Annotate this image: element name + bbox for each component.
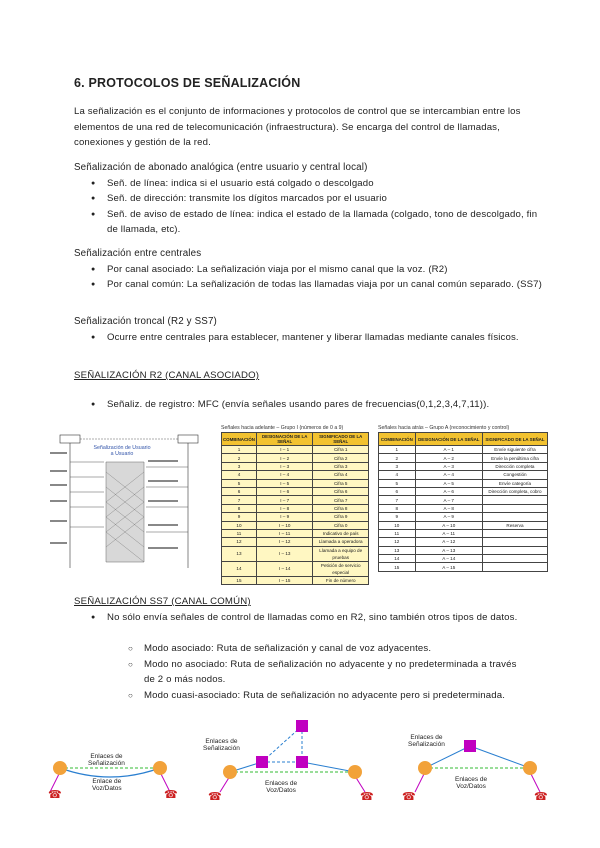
table-cell	[482, 563, 547, 571]
table-cell: Cifra 1	[313, 446, 369, 454]
table-cell: Envíe categoría	[482, 479, 547, 487]
table-cell: Cifra 9	[313, 513, 369, 521]
label-line: Señalización	[88, 760, 125, 767]
table-header: COMBINACIÓN	[379, 433, 416, 446]
table-header: SIGNIFICADO DE LA SEÑAL	[313, 433, 369, 446]
table-cell: 1	[379, 446, 416, 454]
table-cell: I – 12	[256, 538, 312, 546]
table-row	[222, 462, 369, 470]
table-cell: I – 6	[256, 487, 312, 495]
label-line: Voz/Datos	[456, 783, 486, 790]
table-row	[379, 521, 548, 529]
table-cell	[482, 513, 547, 521]
list-item: ● Señ. de aviso de estado de línea: indica el estado de la llamada (colgado, tono de descolgado, fin de llamada, etc).	[91, 207, 544, 238]
table-cell: Indicativo de país	[313, 529, 369, 537]
table-cell: Cifra 5	[313, 479, 369, 487]
table-row	[379, 504, 548, 512]
section-centrales	[74, 246, 544, 293]
table-cell: 1	[222, 446, 257, 454]
table-cell: Cifra 4	[313, 471, 369, 479]
table-cell: 6	[379, 487, 416, 495]
table-cell: I – 15	[256, 576, 312, 584]
section-troncal	[74, 314, 544, 345]
table-cell: Cifra 3	[313, 462, 369, 470]
table-row	[222, 479, 369, 487]
table-row	[222, 471, 369, 479]
table-cell: I – 2	[256, 454, 312, 462]
table-row	[379, 546, 548, 554]
switch-node	[153, 761, 167, 775]
table-cell: 13	[379, 546, 416, 554]
label-line: Voz/Datos	[266, 787, 296, 794]
switch-node	[223, 765, 237, 779]
table-cell: 9	[222, 513, 257, 521]
table-cell: 11	[222, 529, 257, 537]
phone-icon: ☎	[164, 789, 178, 801]
table-cell: 8	[379, 504, 416, 512]
label-line: Enlaces de	[410, 734, 443, 741]
table-header: DESIGNACIÓN DE LA SEÑAL	[256, 433, 312, 446]
page-title: 6. PROTOCOLOS DE SEÑALIZACIÓN	[74, 76, 301, 90]
stp-node	[256, 756, 268, 768]
table-row	[222, 576, 369, 584]
table-row	[379, 555, 548, 563]
troncal-heading: Señalización troncal (R2 y SS7)	[74, 316, 217, 327]
table-cell: A – 9	[415, 513, 482, 521]
table-row	[222, 538, 369, 546]
table-cell: 8	[222, 504, 257, 512]
label-line: Enlace de	[92, 778, 122, 785]
table-header-row	[222, 433, 369, 446]
label-line: Enlaces de	[455, 776, 488, 783]
table-cell: Dirección completa, cobro	[482, 487, 547, 495]
centrales-list	[91, 262, 544, 293]
table-row	[379, 538, 548, 546]
signaling-links-label-2	[203, 738, 240, 752]
table-cell: I – 8	[256, 504, 312, 512]
table-cell	[482, 496, 547, 504]
label-line: Enlaces de	[265, 780, 298, 787]
table-header: COMBINACIÓN	[222, 433, 257, 446]
table-cell: 5	[379, 479, 416, 487]
table-cell: Cifra 0	[313, 521, 369, 529]
table-cell: 7	[379, 496, 416, 504]
list-item: ● No sólo envía señales de control de llamadas como en R2, sino también otros tipos de datos.	[91, 610, 531, 626]
switch-node	[53, 761, 67, 775]
table-cell: 5	[222, 479, 257, 487]
table-cell: I – 7	[256, 496, 312, 504]
table-cell: I – 10	[256, 521, 312, 529]
table-row	[379, 446, 548, 454]
phone-icon: ☎	[360, 791, 374, 803]
table-cell: 10	[379, 521, 416, 529]
stp-node	[296, 720, 308, 732]
table-cell: I – 3	[256, 462, 312, 470]
table-cell: 4	[222, 471, 257, 479]
table-cell: Reserva	[482, 521, 547, 529]
list-item: ○ Modo cuasi-asociado: Ruta de señalización no adyacente pero si predeterminada.	[128, 688, 528, 704]
table-cell: Fin de número	[313, 576, 369, 584]
table-cell: A – 3	[415, 462, 482, 470]
table-cell: 4	[379, 471, 416, 479]
list-item: ● Ocurre entre centrales para establecer, mantener y liberar llamadas mediante canales físicos.	[91, 330, 544, 346]
switch-node	[523, 761, 537, 775]
mfc-forward-table	[221, 425, 369, 583]
table-cell	[482, 555, 547, 563]
table-row	[222, 546, 369, 561]
table-cell: A – 11	[415, 529, 482, 537]
table-cell: I – 1	[256, 446, 312, 454]
table-cell: I – 4	[256, 471, 312, 479]
signaling-links-label-3	[408, 734, 445, 748]
table-row	[222, 496, 369, 504]
abonado-heading: Señalización de abonado analógica (entre usuario y central local)	[74, 162, 368, 173]
table-cell: Llamada a equipo de pruebas	[313, 546, 369, 561]
table-row	[379, 487, 548, 495]
table-header: DESIGNACIÓN DE LA SEÑAL	[415, 433, 482, 446]
table-cell: Envíe la penúltima cifra	[482, 454, 547, 462]
table-cell: Llamada a operadora	[313, 538, 369, 546]
table-cell: A – 14	[415, 555, 482, 563]
table-cell: 7	[222, 496, 257, 504]
ss7-list	[91, 610, 531, 626]
table-cell	[482, 504, 547, 512]
table-cell: 6	[222, 487, 257, 495]
table-cell: Envíe siguiente cifra	[482, 446, 547, 454]
table-cell: A – 15	[415, 563, 482, 571]
table-row	[222, 504, 369, 512]
intro-paragraph: La señalización es el conjunto de informaciones y protocolos de control que se intercambian entre los elementos de una red de telecomunicación (infraestructura). Se encarga del control de llamadas, conexiones y gestión de la red.	[74, 106, 521, 148]
table-row	[379, 471, 548, 479]
table-cell: I – 9	[256, 513, 312, 521]
table-cell: Cifra 8	[313, 504, 369, 512]
label-line: Señalización	[408, 741, 445, 748]
table-row	[379, 529, 548, 537]
list-item: ● Señ. de línea: indica si el usuario está colgado o descolgado	[91, 176, 544, 192]
table-header-row	[379, 433, 548, 446]
phone-icon: ☎	[402, 791, 416, 803]
table-cell: I – 11	[256, 529, 312, 537]
table-cell: Dirección completa	[482, 462, 547, 470]
voice-link-label-2	[265, 780, 297, 794]
table-cell: 13	[222, 546, 257, 561]
phone-icon: ☎	[48, 789, 62, 801]
table-cell: 2	[222, 454, 257, 462]
table-row	[222, 561, 369, 576]
list-item: ● Por canal asociado: La señalización viaja por el mismo canal que la voz. (R2)	[91, 262, 544, 278]
table-cell: 11	[379, 529, 416, 537]
r2-list	[91, 397, 551, 413]
signaling-link	[60, 768, 160, 777]
label-line: Voz/Datos	[92, 785, 122, 792]
voice-link-label-3	[455, 776, 487, 790]
table-row	[222, 529, 369, 537]
stp-node	[464, 740, 476, 752]
table-cell: 14	[379, 555, 416, 563]
diagram-title: Señalización de Usuario a Usuario	[93, 445, 151, 457]
table-row	[222, 513, 369, 521]
label-line: Enlaces de	[90, 753, 123, 760]
table-cell: I – 13	[256, 546, 312, 561]
list-item: ● Señ. de dirección: transmite los dígitos marcados por el usuario	[91, 191, 544, 207]
table1-body	[222, 446, 369, 585]
ss7-heading: SEÑALIZACIÓN SS7 (CANAL COMÚN)	[74, 596, 251, 607]
mfc-backward-table	[378, 425, 548, 571]
table-row	[379, 479, 548, 487]
table1-caption: Señales hacia adelante – Grupo I (números de 0 a 9)	[221, 425, 344, 431]
table2-body	[379, 446, 548, 572]
table-cell: A – 8	[415, 504, 482, 512]
table-cell: A – 1	[415, 446, 482, 454]
table-row	[379, 513, 548, 521]
table-cell: 12	[222, 538, 257, 546]
phone-icon: ☎	[208, 791, 222, 803]
table-cell: 15	[222, 576, 257, 584]
table-cell: A – 13	[415, 546, 482, 554]
table-row	[379, 462, 548, 470]
table2	[378, 432, 548, 572]
table-cell: 10	[222, 521, 257, 529]
stp-node	[296, 756, 308, 768]
signaling-diagram	[48, 432, 210, 572]
troncal-list	[91, 330, 544, 346]
r2-heading: SEÑALIZACIÓN R2 (CANAL ASOCIADO)	[74, 370, 260, 381]
table-header: SIGNIFICADO DE LA SEÑAL	[482, 433, 547, 446]
table-cell: Cifra 7	[313, 496, 369, 504]
list-item: ● Señaliz. de registro: MFC (envía señales usando pares de frecuencias(0,1,2,3,4,7,11)).	[91, 397, 551, 413]
table-row	[222, 454, 369, 462]
table-cell: 15	[379, 563, 416, 571]
table-cell: Petición de servicio especial	[313, 561, 369, 576]
ss7-modes-list	[128, 641, 528, 703]
table-cell: 14	[222, 561, 257, 576]
table-row	[222, 521, 369, 529]
label-line: Enlaces de	[205, 738, 238, 745]
table-cell: A – 5	[415, 479, 482, 487]
table-cell	[482, 546, 547, 554]
table-cell: A – 12	[415, 538, 482, 546]
table-cell: A – 2	[415, 454, 482, 462]
signaling-links-label-1	[88, 753, 125, 767]
table1	[221, 432, 369, 585]
abonado-list	[91, 176, 544, 238]
table-cell: 3	[379, 462, 416, 470]
table-cell: Cifra 2	[313, 454, 369, 462]
table-row	[222, 446, 369, 454]
list-item: ○ Modo asociado: Ruta de señalización y canal de voz adyacentes.	[128, 641, 528, 657]
table-cell: I – 14	[256, 561, 312, 576]
table-row	[379, 454, 548, 462]
phone-icon: ☎	[534, 791, 548, 803]
table-row	[379, 496, 548, 504]
centrales-heading: Señalización entre centrales	[74, 248, 202, 259]
table-cell: A – 10	[415, 521, 482, 529]
switch-node	[418, 761, 432, 775]
table-cell: Congestión	[482, 471, 547, 479]
section-abonado	[74, 160, 544, 238]
table-row	[379, 563, 548, 571]
table-cell: I – 5	[256, 479, 312, 487]
table-cell	[482, 538, 547, 546]
list-item: ● Por canal común: La señalización de todas las llamadas viaja por un canal común separado. (SS7)	[91, 277, 544, 293]
table-cell: A – 4	[415, 471, 482, 479]
table-cell: A – 6	[415, 487, 482, 495]
table-cell: A – 7	[415, 496, 482, 504]
table-cell: 9	[379, 513, 416, 521]
list-item: ○ Modo no asociado: Ruta de señalización no adyacente y no predeterminada a través de 2 o más nodos.	[128, 657, 528, 688]
voice-link-label-1	[92, 778, 122, 792]
table2-caption: Señales hacia atrás – Grupo A (reconocimiento y control)	[378, 425, 510, 431]
table-cell	[482, 529, 547, 537]
switch-node	[348, 765, 362, 779]
table-cell: 3	[222, 462, 257, 470]
table-row	[222, 487, 369, 495]
table-cell: 2	[379, 454, 416, 462]
label-line: Señalización	[203, 745, 240, 752]
quasi-associated-mode-diagram	[402, 740, 548, 803]
table-cell: 12	[379, 538, 416, 546]
table-cell: Cifra 6	[313, 487, 369, 495]
